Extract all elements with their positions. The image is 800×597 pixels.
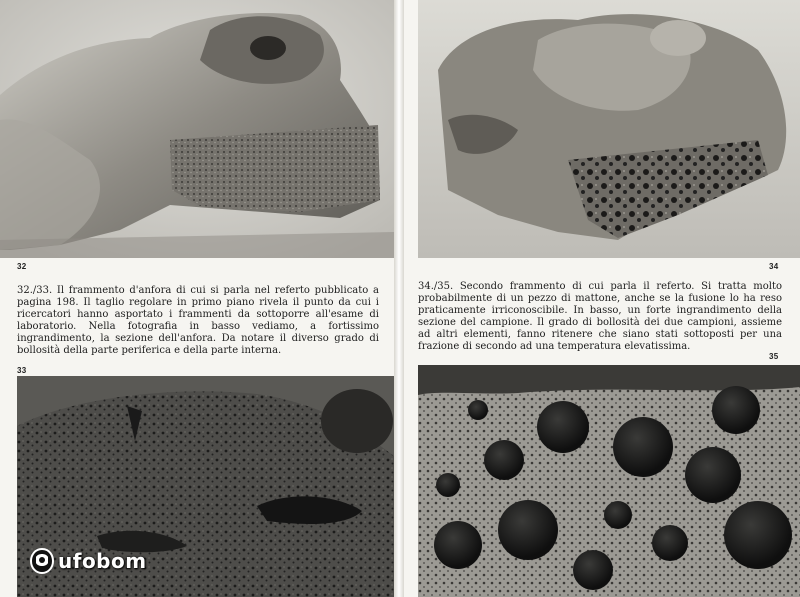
figure-number-35: 35 — [769, 352, 779, 361]
caption-32-33: 32./33. Il frammento d'anfora di cui si parla nel referto pubblicato a pagina 198. Il taglio regolare in primo piano rivela il punto da cui i ricercatori hanno asportato i frammenti da sottoporre all'esame di laboratorio. Nella fotografia in basso vediamo, a fortissimo ingrandimento, la sezione dell'anfora. Da notare il diverso grado di bollosità della parte periferica e della parte interna. — [17, 285, 379, 356]
figure-number-33: 33 — [17, 366, 27, 375]
watermark — [30, 546, 180, 576]
watermark-text: ufobom — [58, 549, 147, 573]
photo-figure-34 — [418, 0, 800, 258]
figure-number-32: 32 — [17, 262, 27, 271]
photo-figure-32 — [0, 0, 394, 258]
figure-number-34: 34 — [769, 262, 779, 271]
left-page — [0, 0, 394, 597]
caption-34-35: 34./35. Secondo frammento di cui parla il referto. Si tratta molto probabilmente di un pezzo di mattone, anche se la fusione lo ha reso praticamente irriconoscibile. In basso, un forte ingrandimento della sezione del campione. Il grado di bollosità dei due campioni, assieme ad altri elementi, fanno ritenere che siano stati sottoposti per una frazione di secondo ad una temperatura elevatissima. — [418, 281, 782, 352]
right-page — [404, 0, 800, 597]
photo-figure-35 — [418, 365, 800, 597]
eye-logo-icon — [30, 547, 54, 575]
book-gutter — [394, 0, 404, 597]
